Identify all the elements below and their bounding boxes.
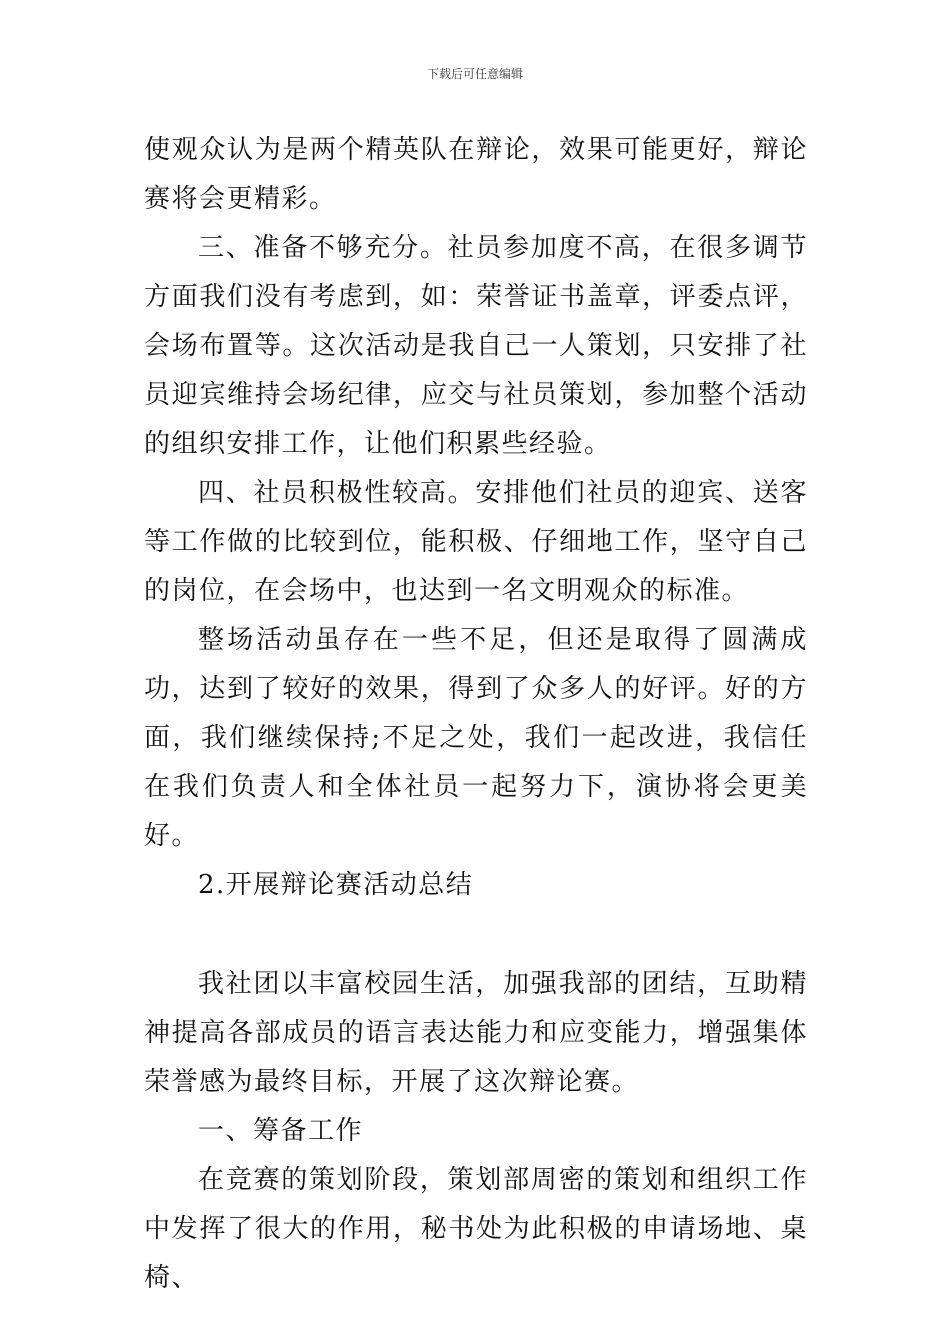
paragraph-point-three: 三、准备不够充分。社员参加度不高，在很多调节方面我们没有考虑到，如：荣誉证书盖章，评委点评，会场布置等。这次活动是我自己一人策划，只安排了社员迎宾维持会场纪律，应交与社员策划，参加整个活动的组织安排工作，让他们积累些经验。 [144, 233, 808, 459]
section-heading: 2.开展辩论赛活动总结 [198, 870, 474, 900]
blank-line [144, 910, 808, 960]
paragraph-conclusion: 整场活动虽存在一些不足，但还是取得了圆满成功，达到了较好的效果，得到了众多人的好评。好的方面，我们继续保持;不足之处，我们一起改进，我信任在我们负责人和全体社员一起努力下，演协将会更美好。 [144, 625, 808, 851]
paragraph-planning: 在竞赛的策划阶段，策划部周密的策划和组织工作中发挥了很大的作用，秘书处为此积极的申请场地、桌椅、 [144, 1165, 808, 1293]
document-body [144, 126, 808, 1303]
subheading-preparation: 一、筹备工作 [198, 1116, 364, 1146]
paragraph-intro: 我社团以丰富校园生活，加强我部的团结，互助精神提高各部成员的语言表达能力和应变能力，增强集体荣誉感为最终目标，开展了这次辩论赛。 [144, 969, 808, 1097]
page-header: 下载后可任意编辑 [426, 67, 523, 81]
paragraph-continuation: 使观众认为是两个精英队在辩论，效果可能更好，辩论赛将会更精彩。 [144, 135, 808, 214]
paragraph-point-four: 四、社员积极性较高。安排他们社员的迎宾、送客等工作做的比较到位，能积极、仔细地工作，坚守自己的岗位，在会场中，也达到一名文明观众的标准。 [144, 478, 808, 606]
